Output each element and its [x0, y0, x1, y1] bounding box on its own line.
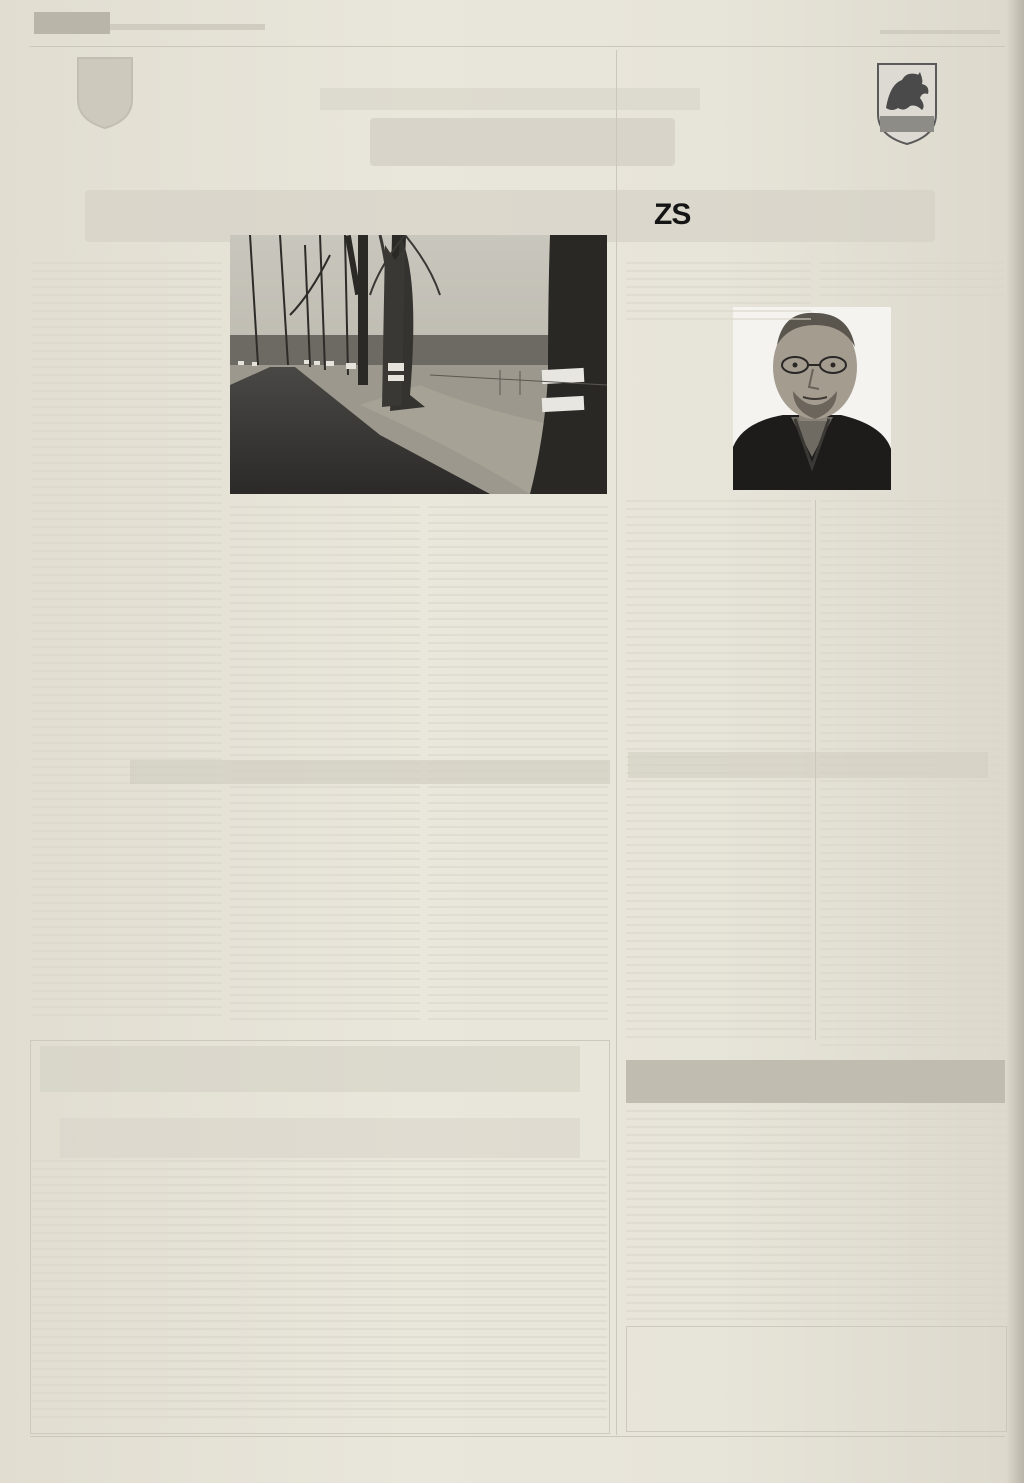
tree-lined-road-photo — [230, 235, 607, 494]
headline-fragment: ZS — [654, 198, 691, 231]
bleed-headline-ghost-1 — [370, 118, 675, 166]
masthead-stripe-right — [880, 30, 1000, 34]
column-rule-2 — [815, 500, 816, 1040]
page-edge-shadow — [1006, 0, 1024, 1483]
masthead-stripe — [110, 24, 265, 30]
bleed-mid-headline-right — [628, 752, 988, 778]
bleed-mid-headline — [130, 760, 610, 784]
bleed-column-4 — [626, 262, 811, 322]
footer-rule — [30, 1436, 1005, 1437]
bleed-column-9 — [626, 1110, 1006, 1320]
bleed-column-6 — [820, 262, 1005, 302]
column-rule-1 — [616, 50, 617, 1435]
bleed-column-1 — [32, 262, 222, 1022]
man-portrait-photo — [733, 307, 891, 490]
bottom-left-box — [30, 1040, 610, 1434]
bottom-right-box — [626, 1326, 1007, 1432]
shield-crest-icon — [76, 56, 134, 130]
grey-banner-bar — [626, 1060, 1005, 1103]
lion-crest-icon — [876, 62, 938, 146]
header-rule — [30, 46, 1005, 47]
masthead-dark-block — [34, 12, 110, 34]
bleed-headline-ghost-3 — [320, 88, 700, 110]
